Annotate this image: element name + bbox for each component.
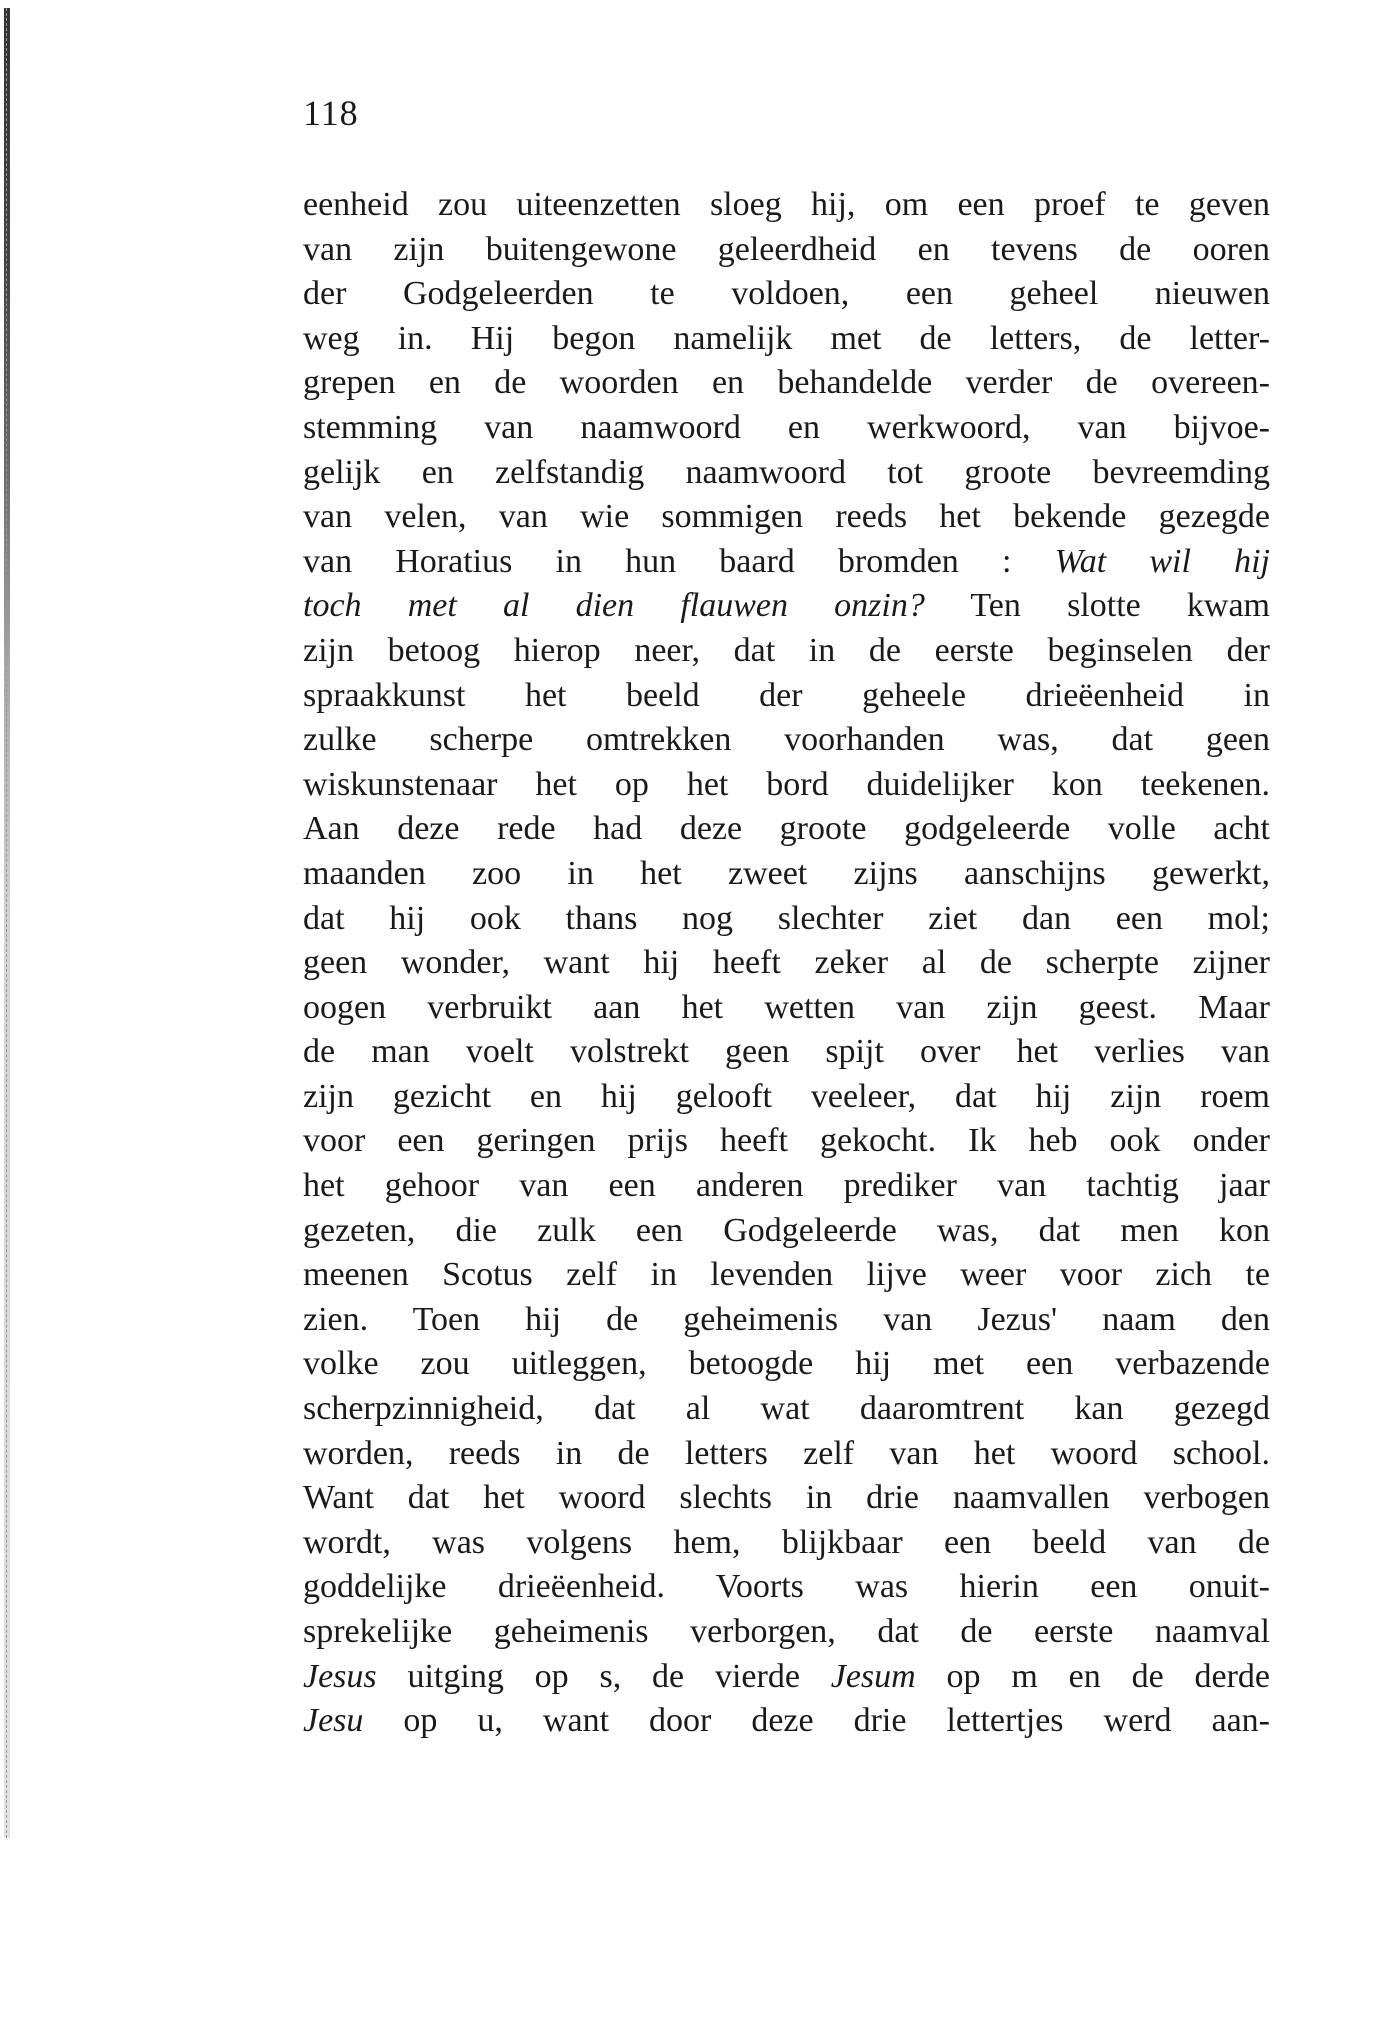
text-line	[303, 1030, 1270, 1075]
text-segment: geen wonder, want hij heeft zeker al de scherpte zijner	[303, 944, 1270, 982]
text-line	[303, 406, 1270, 451]
book-binding-edge	[4, 8, 10, 1838]
text-segment: uitging op s, de vierde	[376, 1657, 831, 1695]
text-segment: meenen Scotus zelf in levenden lijve weer voor zich te	[303, 1256, 1270, 1294]
text-line	[303, 1164, 1270, 1209]
text-segment: worden, reeds in de letters zelf van het woord school.	[303, 1434, 1270, 1472]
text-segment: sprekelijke geheimenis verborgen, dat de eerste naamval	[303, 1613, 1270, 1650]
text-line	[303, 674, 1270, 719]
text-line	[303, 763, 1270, 808]
text-line	[303, 1432, 1270, 1477]
text-segment: oogen verbruikt aan het wetten van zijn geest. Maar	[303, 988, 1270, 1026]
text-segment: voor een geringen prijs heeft gekocht. Ik heb ook onder	[303, 1122, 1270, 1160]
text-segment: Ten slotte kwam	[924, 587, 1270, 625]
text-segment: op m en de derde	[915, 1657, 1270, 1695]
text-line	[303, 1610, 1270, 1655]
text-line	[303, 897, 1270, 942]
text-segment: goddelijke drieëenheid. Voorts was hierin een onuit-	[303, 1568, 1270, 1606]
text-line	[303, 1253, 1270, 1298]
text-segment: zulke scherpe omtrekken voorhanden was, dat geen	[303, 721, 1270, 759]
text-segment: grepen en de woorden en behandelde verder de overeen-	[303, 364, 1270, 402]
text-line	[303, 629, 1270, 674]
text-line	[303, 451, 1270, 496]
body-text	[303, 183, 1270, 1744]
text-line	[303, 1699, 1270, 1744]
text-line	[303, 1476, 1270, 1521]
text-segment: zien. Toen hij de geheimenis van Jezus' naam den	[303, 1300, 1270, 1338]
text-segment: van zijn buitengewone geleerdheid en tevens de ooren	[303, 230, 1270, 268]
text-segment: gezeten, die zulk een Godgeleerde was, dat men kon	[303, 1211, 1270, 1249]
text-line	[303, 941, 1270, 986]
text-segment: eenheid zou uiteenzetten sloeg hij, om een proef te geven	[303, 186, 1270, 223]
text-line	[303, 540, 1270, 585]
text-segment: wordt, was volgens hem, blijkbaar een beeld van de	[303, 1523, 1270, 1561]
page-number: 118	[303, 93, 359, 133]
italic-text: Jesu	[303, 1702, 364, 1740]
text-segment: weg in. Hij begon namelijk met de letters, de letter-	[303, 319, 1270, 357]
text-segment: op u, want door deze drie lettertjes werd aan-	[363, 1702, 1270, 1740]
text-segment: scherpzinnigheid, dat al wat daaromtrent kan gezegd	[303, 1390, 1270, 1428]
text-segment: van velen, van wie sommigen reeds het bekende gezegde	[303, 498, 1270, 536]
text-segment: van Horatius in hun baard bromden :	[303, 542, 1055, 580]
text-line	[303, 807, 1270, 852]
text-line	[303, 718, 1270, 763]
text-segment: spraakkunst het beeld der geheele drieëenheid in	[303, 676, 1270, 714]
text-line	[303, 495, 1270, 540]
text-line	[303, 1075, 1270, 1120]
text-line	[303, 1387, 1270, 1432]
text-segment: stemming van naamwoord en werkwoord, van bijvoe-	[303, 408, 1270, 446]
text-line	[303, 1119, 1270, 1164]
text-segment: zijn betoog hierop neer, dat in de eerste beginselen der	[303, 631, 1270, 669]
text-segment: der Godgeleerden te voldoen, een geheel nieuwen	[303, 275, 1270, 313]
text-segment: volke zou uitleggen, betoogde hij met een verbazende	[303, 1345, 1270, 1383]
text-segment: de man voelt volstrekt geen spijt over het verlies van	[303, 1033, 1270, 1071]
text-line	[303, 183, 1270, 228]
text-line	[303, 272, 1270, 317]
text-line	[303, 228, 1270, 273]
text-segment: Want dat het woord slechts in drie naamvallen verbogen	[303, 1479, 1270, 1517]
text-line	[303, 1655, 1270, 1700]
text-segment: Aan deze rede had deze groote godgeleerde volle acht	[303, 810, 1270, 848]
text-line	[303, 852, 1270, 897]
italic-text: Wat wil hij	[1054, 542, 1270, 580]
text-segment: zijn gezicht en hij gelooft veeleer, dat hij zijn roem	[303, 1077, 1270, 1115]
text-segment: wiskunstenaar het op het bord duidelijker kon teekenen.	[303, 765, 1270, 803]
italic-text: Jesum	[830, 1657, 916, 1695]
text-line	[303, 1521, 1270, 1566]
italic-text: toch met al dien flauwen onzin?	[303, 587, 925, 625]
text-segment: dat hij ook thans nog slechter ziet dan een mol;	[303, 899, 1270, 937]
italic-text: Jesus	[303, 1657, 377, 1695]
text-segment: gelijk en zelfstandig naamwoord tot groote bevreemding	[303, 453, 1270, 491]
text-line	[303, 1298, 1270, 1343]
text-line	[303, 986, 1270, 1031]
text-line	[303, 317, 1270, 362]
text-segment: het gehoor van een anderen prediker van tachtig jaar	[303, 1167, 1270, 1205]
text-line	[303, 1565, 1270, 1610]
text-segment: maanden zoo in het zweet zijns aanschijns gewerkt,	[303, 854, 1270, 892]
text-line	[303, 1342, 1270, 1387]
text-line	[303, 361, 1270, 406]
text-line	[303, 584, 1270, 629]
text-line	[303, 1209, 1270, 1254]
